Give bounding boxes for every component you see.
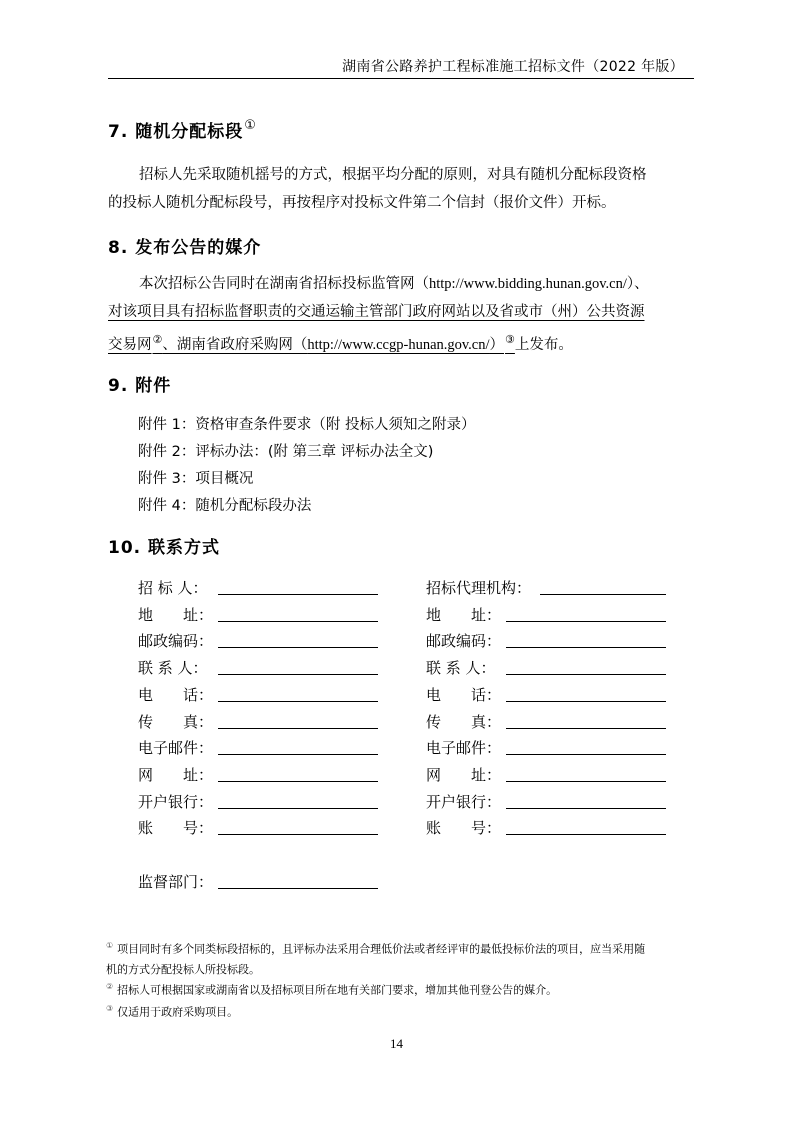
footnote-1-line-2: 机的方式分配投标人所投标段。 [106, 962, 260, 976]
contact-right-field[interactable] [506, 728, 666, 729]
section-8-line-1 [108, 270, 698, 298]
trading-net-text: 交易网 [108, 336, 152, 353]
contact-right-label: 招标代理机构： [426, 579, 532, 597]
contact-left-label: 开户银行： [138, 793, 214, 811]
page-number: 14 [390, 1036, 403, 1051]
footnote-2-mark: ② [106, 982, 114, 991]
contact-right-field[interactable] [506, 781, 666, 782]
section-9-heading: 9. 附件 [108, 376, 172, 396]
contact-left-field[interactable] [218, 701, 378, 702]
contact-right-label: 账 号： [426, 819, 502, 837]
contact-left-field[interactable] [218, 808, 378, 809]
attachment-1: 附件 1：资格审查条件要求（附 投标人须知之附录） [138, 417, 476, 433]
section-8-line-3 [108, 326, 698, 359]
contact-left-label: 账 号： [138, 819, 214, 837]
contact-right-field[interactable] [506, 674, 666, 675]
footnote-ref-2: ② [152, 333, 163, 346]
contact-right-label: 邮政编码： [426, 632, 502, 650]
page-header [108, 50, 694, 79]
contact-left-label: 电子邮件： [138, 739, 214, 757]
section-7-paragraph [108, 161, 698, 217]
header-title: 湖南省公路养护工程标准施工招标文件（2022 年版） [342, 59, 684, 75]
bidding-url[interactable]: http://www.bidding.hunan.gov.cn/ [429, 276, 627, 292]
footnote-3 [106, 999, 696, 1023]
contact-right-label: 传 真： [426, 713, 502, 731]
contact-right-field[interactable] [506, 754, 666, 755]
section-7-heading [108, 117, 257, 142]
ccgp-url[interactable]: http://www.ccgp-hunan.gov.cn/ [307, 336, 490, 353]
contact-left-label: 招 标 人： [138, 579, 208, 597]
contact-right-label: 电子邮件： [426, 739, 502, 757]
contact-left-label: 网 址： [138, 766, 214, 784]
footnote-2-text: 招标人可根据国家或湖南省以及招标项目所在地有关部门要求，增加其他刊登公告的媒介。 [117, 983, 558, 997]
contact-right-label: 网 址： [426, 766, 502, 784]
footnote-3-text: 仅适用于政府采购项目。 [117, 1005, 239, 1019]
supervisor-field[interactable] [218, 888, 378, 889]
contact-right-field[interactable] [506, 621, 666, 622]
footnote-ref-1: ① [244, 118, 257, 133]
attachment-2: 附件 2：评标办法：(附 第三章 评标办法全文) [138, 444, 434, 460]
contact-left-label: 电 话： [138, 686, 214, 704]
ccgp-text: 、湖南省政府采购网（ [162, 336, 308, 353]
contact-right-field[interactable] [506, 834, 666, 835]
contact-left-label: 传 真： [138, 713, 214, 731]
section-8-line-2: 对该项目具有招标监督职责的交通运输主管部门政府网站以及省或市（州）公共资源 [108, 304, 645, 320]
contact-left-field[interactable] [218, 647, 378, 648]
contact-left-field[interactable] [218, 594, 378, 595]
attachment-4: 附件 4：随机分配标段办法 [138, 498, 312, 514]
contact-right-field[interactable] [506, 701, 666, 702]
footnote-3-mark: ③ [106, 1004, 114, 1013]
contact-left-field[interactable] [218, 728, 378, 729]
section-8-line-1-end: ）、 [626, 276, 649, 292]
contact-left-label: 邮政编码： [138, 632, 214, 650]
section-8-heading: 8. 发布公告的媒介 [108, 238, 262, 258]
footnote-2 [106, 977, 696, 1001]
contact-right-label: 地 址： [426, 606, 502, 624]
footnote-1-mark: ① [106, 941, 114, 950]
footnote-ref-3: ③ [505, 333, 515, 346]
section-7-line-1: 招标人先采取随机摇号的方式，根据平均分配的原则，对具有随机分配标段资格 [139, 167, 647, 183]
contact-right-field[interactable] [506, 647, 666, 648]
section-8-line-3-end: 上发布。 [514, 336, 573, 353]
contact-left-label: 联 系 人： [138, 659, 208, 677]
contact-left-label: 地 址： [138, 606, 214, 624]
footnote-1-text: 项目同时有多个同类标段招标的，且评标办法采用合理低价法或者经评审的最低投标价法的项目，应当采用随 [117, 942, 646, 956]
contact-right-label: 联 系 人： [426, 659, 496, 677]
footnote-1 [106, 936, 696, 980]
contact-left-field[interactable] [218, 781, 378, 782]
attachment-3: 附件 3：项目概况 [138, 471, 254, 487]
contact-left-field[interactable] [218, 754, 378, 755]
section-8-line-1-text: 本次招标公告同时在湖南省招标投标监管网（ [139, 276, 429, 292]
section-7-heading-text: 7. 随机分配标段 [108, 122, 244, 142]
ccgp-close: ） [489, 336, 505, 353]
contact-right-label: 电 话： [426, 686, 502, 704]
contact-right-field[interactable] [540, 594, 666, 595]
supervisor-label: 监督部门： [138, 873, 214, 891]
contact-right-label: 开户银行： [426, 793, 502, 811]
contact-left-field[interactable] [218, 674, 378, 675]
section-7-line-2: 的投标人随机分配标段号，再按程序对投标文件第二个信封（报价文件）开标。 [108, 195, 616, 211]
footnote-1-line-1 [106, 936, 696, 960]
section-8-line-3-underlined [108, 333, 515, 353]
section-10-heading: 10. 联系方式 [108, 538, 221, 558]
contact-right-field[interactable] [506, 808, 666, 809]
contact-left-field[interactable] [218, 621, 378, 622]
section-8-paragraph [108, 270, 698, 359]
contact-left-field[interactable] [218, 834, 378, 835]
